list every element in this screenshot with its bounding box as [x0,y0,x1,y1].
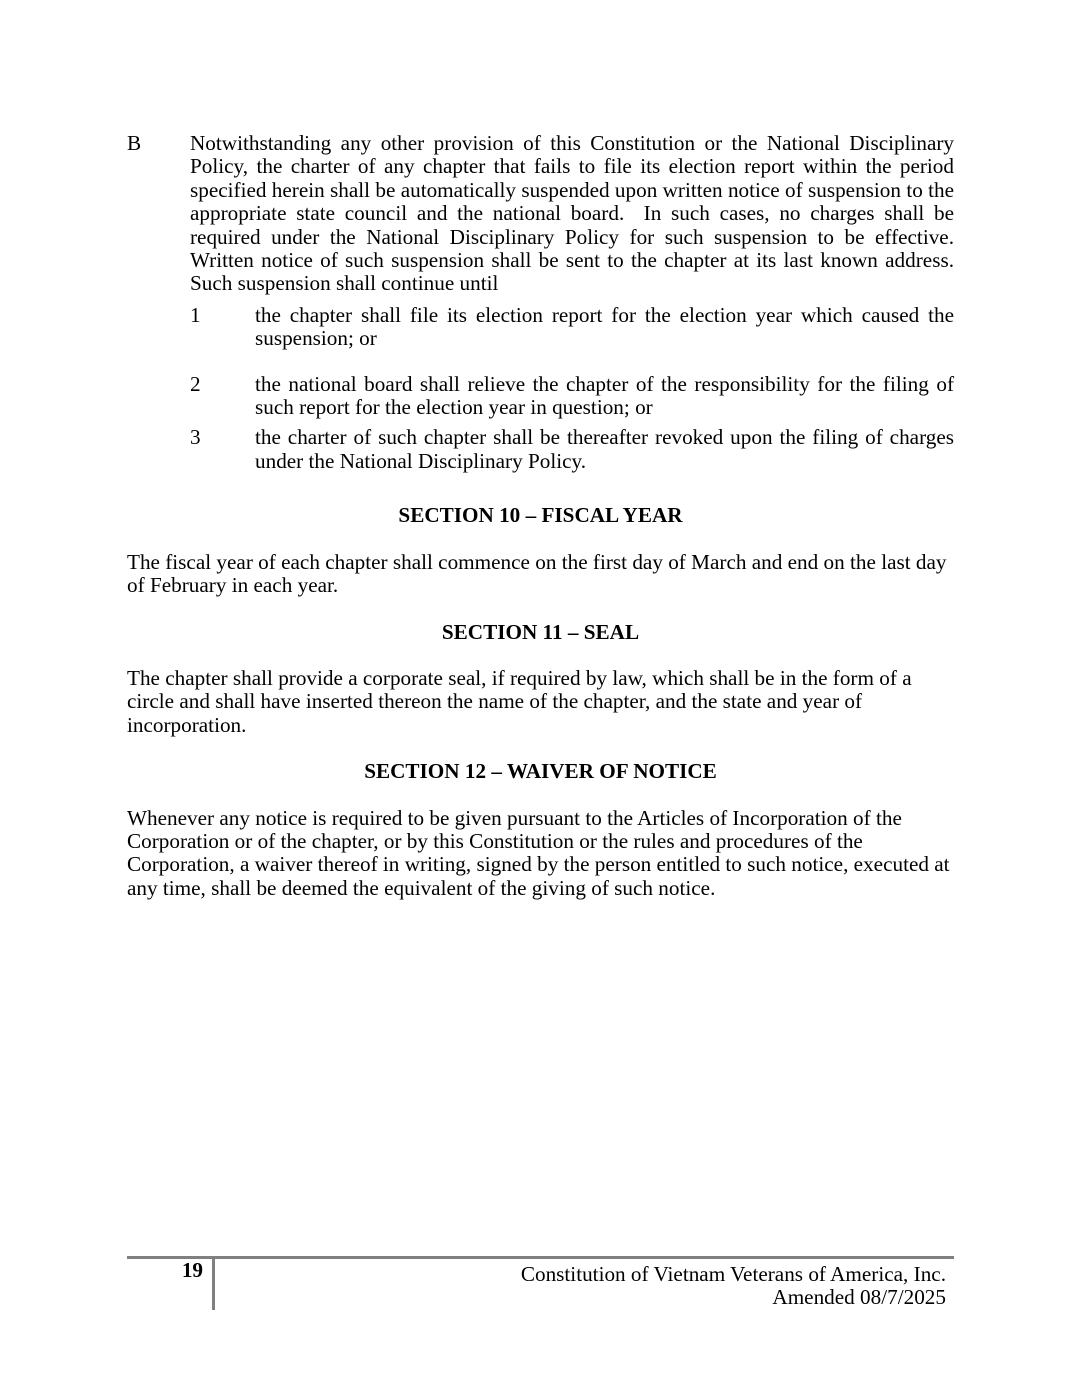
section-11-heading: SECTION 11 – SEAL [441,619,640,644]
footer-page-number: 19 [181,1258,203,1282]
list-item [127,304,954,351]
list-item [127,373,954,420]
clause-b-label: B [127,131,142,155]
list-item-number: 3 [190,425,201,450]
footer-amended-date: Amended 08/7/2025 [772,1285,946,1310]
page-footer [127,1256,954,1310]
section-12-heading: SECTION 12 – WAIVER OF NOTICE [364,759,717,784]
list-item [127,426,954,473]
footer-text [215,1259,954,1310]
list-item-text: the chapter shall file its election report for the election year which caused the suspension; or [255,302,954,351]
list-item-text: the charter of such chapter shall be thereafter revoked upon the filing of charges under the National Disciplinary Policy. [255,425,954,473]
clause-b [127,131,965,296]
section-12-body: Whenever any notice is required to be given pursuant to the Articles of Incorporation of the Corporation or of the chapter, or by this Constitution or the rules and procedures of the Corporation, a waiver thereof in writing, signed by the person entitled to such notice, executed at any time, shall be deemed the equivalent of the giving of such notice. [127,805,950,900]
page-content [127,131,965,900]
list-item-text: the national board shall relieve the chapter of the responsibility for the filing of such report for the election year in question; or [255,371,954,420]
section-10-heading: SECTION 10 – FISCAL YEAR [398,503,683,528]
footer-doc-title: Constitution of Vietnam Veterans of America, Inc. [520,1262,946,1286]
footer-row [127,1259,954,1310]
list-item-number: 2 [190,371,201,396]
section-11-body: The chapter shall provide a corporate seal, if required by law, which shall be in the form of a circle and shall have inserted thereon the name of the chapter, and the state and year of incorporation. [127,665,912,737]
section-10-body: The fiscal year of each chapter shall commence on the first day of March and end on the last day of February in each year. [127,549,947,598]
clause-b-text: Notwithstanding any other provision of this Constitution or the National Disciplinary Policy, the charter of any chapter that fails to file its election report within the period specified herein shall be automatically suspended upon written notice of suspension to the appropriate state council and the national board. In such cases, no charges shall be required under the National Disciplinary Policy for such suspension to be effective. Written notice of such suspension shall be sent to the chapter at its last known address. Such suspension shall continue until [190,131,965,296]
list-item-number: 1 [190,302,201,327]
